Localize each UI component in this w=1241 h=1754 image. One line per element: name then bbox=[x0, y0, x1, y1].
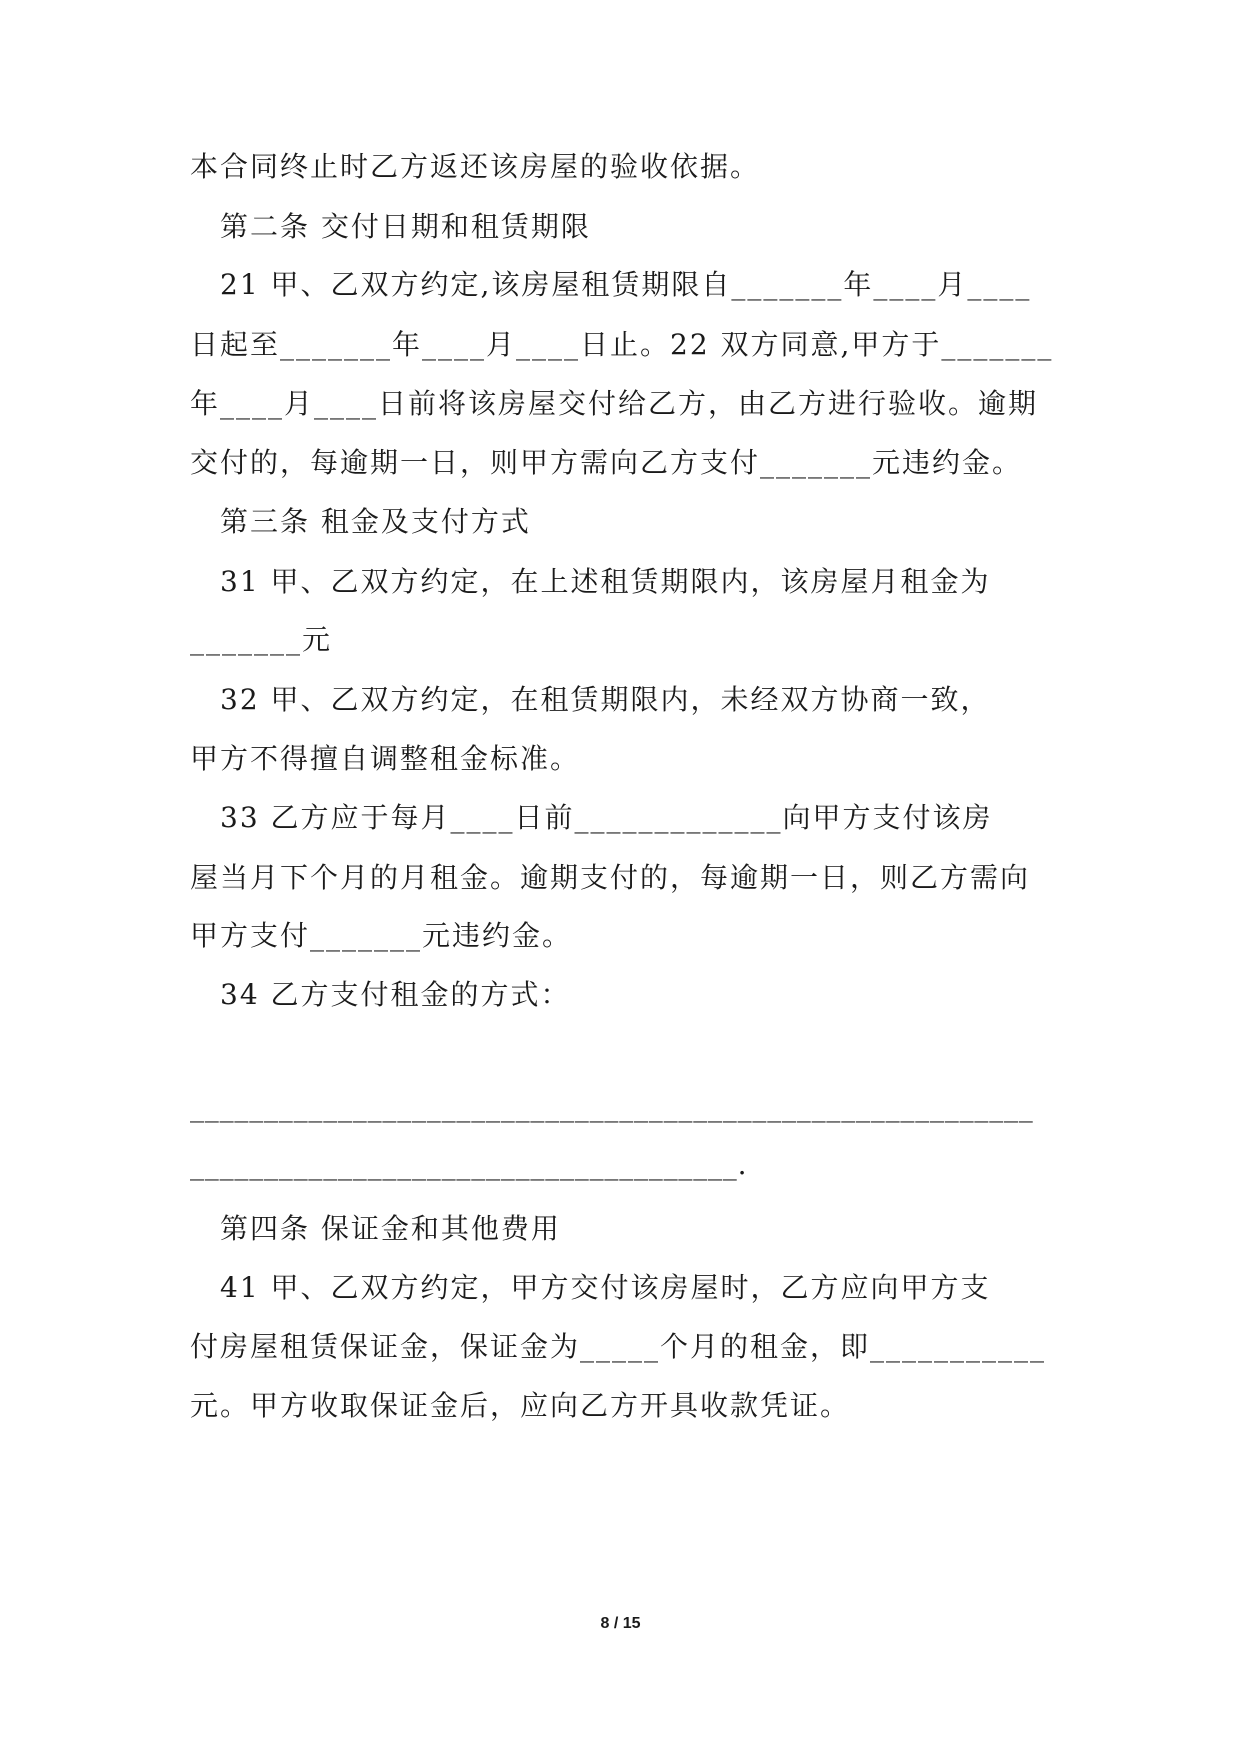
text-line-10: 32 甲、乙双方约定，在租赁期限内，未经双方协商一致， bbox=[190, 683, 991, 716]
text-line-4: 日起至_______年____月____日止。22 双方同意,甲方于_______ bbox=[190, 328, 1054, 361]
text-line-3: 21 甲、乙双方约定,该房屋租赁期限自_______年____月____ bbox=[190, 268, 1032, 301]
article-4-heading: 第四条 保证金和其他费用 bbox=[190, 1212, 561, 1245]
blank-line-1: _________________________________________________________ bbox=[190, 1090, 1034, 1123]
text-line-20: 付房屋租赁保证金，保证金为_____个月的租金，即___________ bbox=[190, 1330, 1047, 1363]
text-line-14: 甲方支付_______元违约金。 bbox=[190, 919, 573, 952]
text-line-1: 本合同终止时乙方返还该房屋的验收依据。 bbox=[190, 150, 761, 183]
text-line-5: 年____月____日前将该房屋交付给乙方，由乙方进行验收。逾期 bbox=[190, 387, 1039, 420]
text-line-13: 屋当月下个月的月租金。逾期支付的，每逾期一日，则乙方需向 bbox=[190, 861, 1031, 894]
text-line-15: 34 乙方支付租金的方式： bbox=[190, 978, 571, 1011]
article-3-heading: 第三条 租金及支付方式 bbox=[190, 505, 531, 538]
text-line-19: 41 甲、乙双方约定，甲方交付该房屋时，乙方应向甲方支 bbox=[190, 1271, 991, 1304]
page-number: 8 / 15 bbox=[600, 1615, 641, 1632]
text-line-9: _______元 bbox=[190, 623, 333, 656]
text-line-6: 交付的，每逾期一日，则甲方需向乙方支付_______元违约金。 bbox=[190, 446, 1023, 479]
blank-line-2: _____________________________________. bbox=[190, 1148, 748, 1181]
article-2-heading: 第二条 交付日期和租赁期限 bbox=[190, 210, 591, 243]
text-line-8: 31 甲、乙双方约定，在上述租赁期限内，该房屋月租金为 bbox=[190, 565, 991, 598]
text-line-21: 元。甲方收取保证金后，应向乙方开具收款凭证。 bbox=[190, 1389, 851, 1422]
text-line-12: 33 乙方应于每月____日前_____________向甲方支付该房 bbox=[190, 801, 993, 834]
text-line-11: 甲方不得擅自调整租金标准。 bbox=[190, 742, 581, 775]
